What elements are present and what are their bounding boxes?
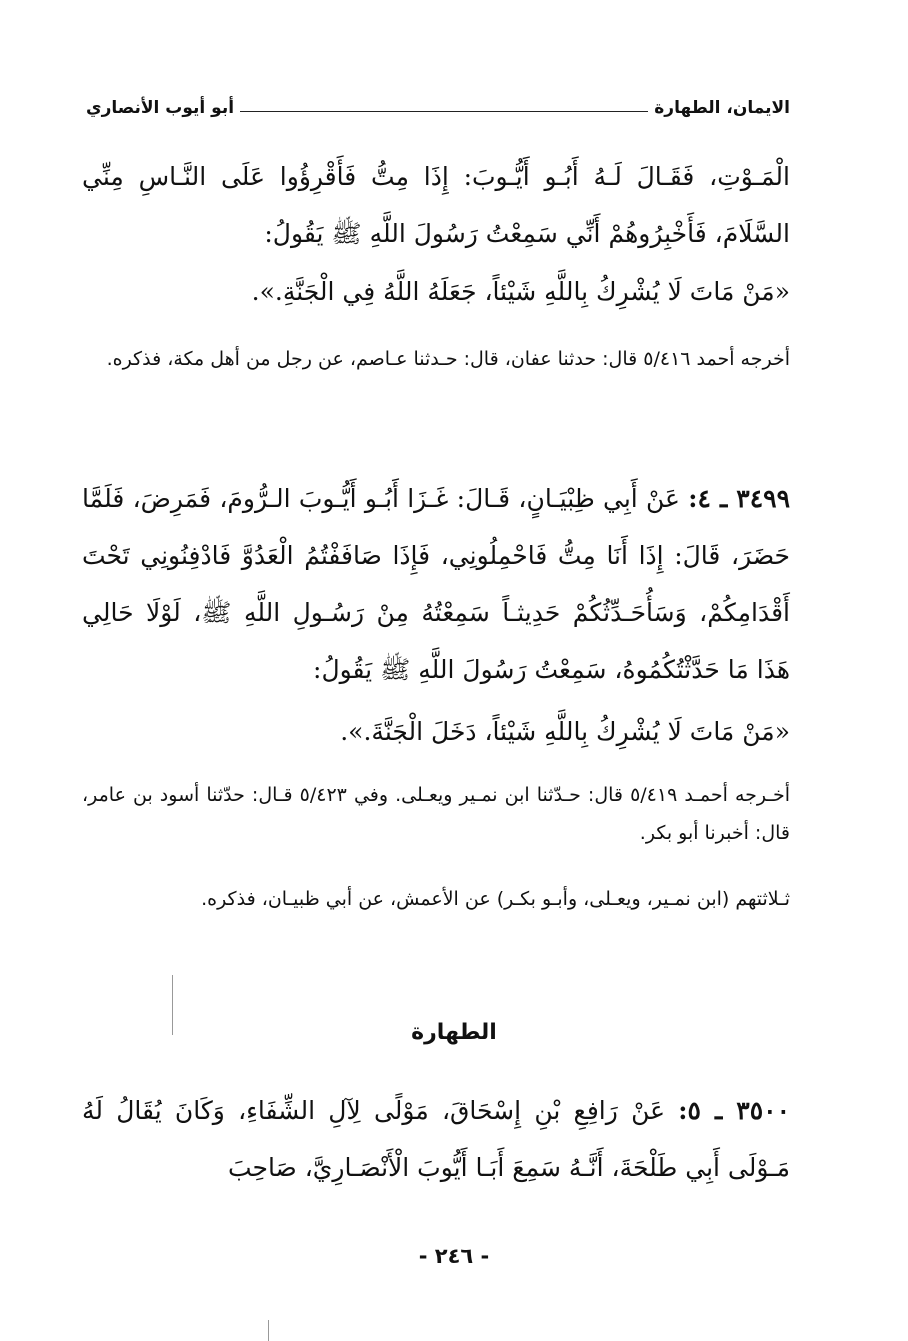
hadith-number-3499: ٣٤٩٩ ـ ٤: xyxy=(688,484,791,513)
header-rule xyxy=(240,111,648,112)
hadith-3500 xyxy=(82,1082,790,1196)
section-title: الطهارة xyxy=(411,1020,497,1045)
running-header xyxy=(86,88,790,118)
hadith-number-3500: ٣٥٠٠ ـ ٥: xyxy=(678,1096,790,1125)
takhrij-note-1: أخرجه أحمد ٥/٤١٦ قال: حدثنا عفان، قال: حـدثنا عـاصم، عن رجل من أهل مكة، فذكره. xyxy=(106,348,790,370)
hadith-3499-text: عَنْ أَبِي ظِبْيَـانٍ، قَـالَ: غَـزَا أَبُـو أَيُّـوبَ الـرُّومَ، فَمَرِضَ، فَلَمَّا حَضَرَ، قَالَ: إِذَا أَنَا مِتُّ فَاحْمِلُونِي، فَإِذَا صَافَفْتُمُ الْعَدُوَّ فَادْفِنُونِي تَحْتَ أَقْدَامِكُمْ، وَسَأُحَـدِّثُكُمْ حَدِيثـاً سَمِعْتُهُ مِنْ رَسُـولِ اللَّهِ ﷺ، لَوْلَا حَالِي هَذَا مَا حَدَّثْتُكُمُوهُ، سَمِعْتُ رَسُولَ اللَّهِ ﷺ يَقُولُ: xyxy=(82,484,790,684)
header-chapter-title: الايمان، الطهارة xyxy=(654,98,790,118)
takhrij-note-3: ثـلاثتهم (ابن نمـير، ويعـلى، وأبـو بكـر) عن الأعمش، عن أبي ظبيـان، فذكره. xyxy=(201,888,790,910)
hadith-3500-text: عَنْ رَافِعِ بْنِ إِسْحَاقَ، مَوْلًى لِآلِ الشِّفَاءِ، وَكَانَ يُقَالُ لَهُ مَـوْلَى أَبِي طَلْحَةَ، أَنَّـهُ سَمِعَ أَبَـا أَيُّوبَ الْأَنْصَـارِيَّ، صَاحِبَ xyxy=(82,1096,790,1182)
hadith-3499 xyxy=(82,470,790,698)
takhrij-note-2: أخـرجه أحمـد ٥/٤١٩ قال: حـدّثنا ابن نمـير ويعـلى. وفي ٥/٤٢٣ قـال: حدّثنا أسود بن عامر، قال: أخبرنا أبو بكر. xyxy=(82,784,790,844)
header-companion-name: أبو أيوب الأنصاري xyxy=(86,98,235,118)
page-number: - ٢٤٦ - xyxy=(418,1244,490,1268)
hadith-quote-2: «مَنْ مَاتَ لَا يُشْرِكُ بِاللَّهِ شَيْئاً، دَخَلَ الْجَنَّةَ.». xyxy=(340,717,790,746)
scan-artifact-line-bottom xyxy=(268,1320,269,1341)
hadith-quote-1: «مَنْ مَاتَ لَا يُشْرِكُ بِاللَّهِ شَيْئاً، جَعَلَهُ اللَّهُ فِي الْجَنَّةِ.». xyxy=(251,277,790,306)
hadith-continuation-text: الْمَـوْتِ، فَقَـالَ لَـهُ أَبُـو أَيُّـوبَ: إِذَا مِتُّ فَأَقْرِؤُوا عَلَى النَّـاسِ مِنِّي السَّلَامَ، فَأَخْبِرُوهُمْ أَنِّي سَمِعْتُ رَسُولَ اللَّهِ ﷺ يَقُولُ: xyxy=(82,162,790,248)
